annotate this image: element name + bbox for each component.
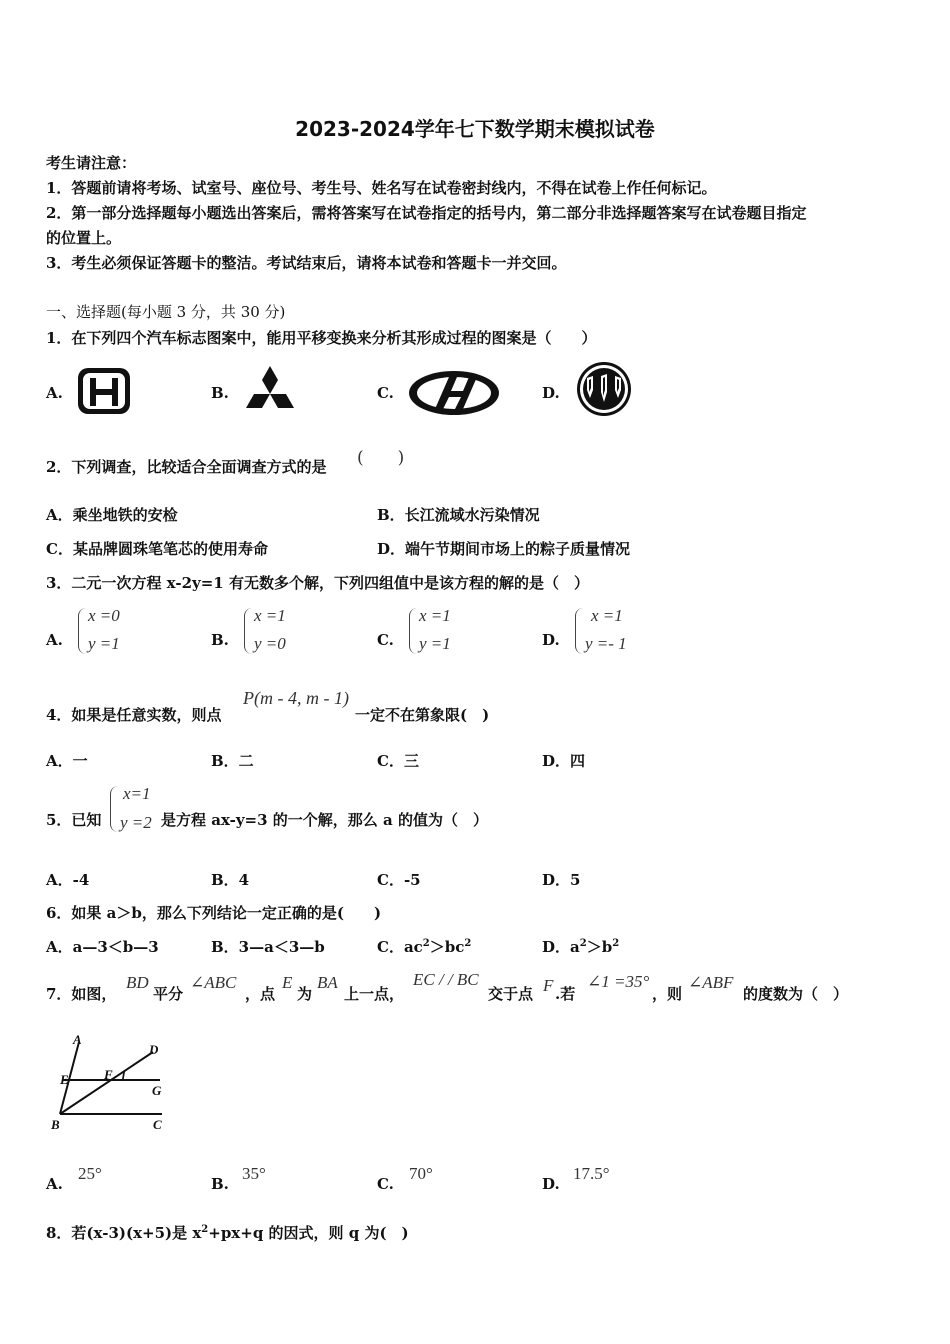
equation: y =1: [88, 634, 120, 653]
equation: x =1: [254, 606, 286, 625]
exponent: 2: [579, 938, 587, 949]
q3-system-d: [575, 606, 655, 660]
text: +px+q 的因式，则 q 为( ): [208, 1224, 409, 1242]
figure-label: E: [60, 1072, 69, 1087]
q6-option-a: A．a—3＜b—3: [46, 938, 159, 956]
q1-label-d: D.: [542, 384, 560, 402]
q7-angle-abf: ∠ABF: [688, 973, 734, 992]
q7-stem-9: 的度数为（ ）: [743, 985, 849, 1003]
q7-stem-6: 交于点: [488, 985, 534, 1003]
notice-item: 2．第一部分选择题每小题选出答案后，需将答案写在试卷指定的括号内，第二部分非选择题答案写在试卷题目指定: [46, 204, 807, 222]
q7-stem-4: 为: [297, 985, 313, 1003]
q3-label-d: D.: [542, 631, 560, 649]
q7-stem-1: 7．如图，: [46, 985, 117, 1003]
q5-option-a: A．-4: [46, 871, 90, 889]
buick-logo-icon: [574, 360, 634, 418]
q7-geometry-figure: [48, 1032, 178, 1134]
q1-stem: 1．在下列四个汽车标志图案中，能用平移变换来分析其形成过程的图案是（ ）: [46, 329, 597, 347]
q7-bd: BD: [126, 973, 149, 992]
q7-e: E: [282, 973, 293, 992]
q2-option-b: B．长江流域水污染情况: [377, 506, 540, 524]
q6-option-d: [542, 936, 619, 957]
q5-option-c: C．-5: [377, 871, 421, 889]
figure-label: D: [149, 1042, 159, 1057]
exponent: 2: [464, 938, 472, 949]
q7-ba: BA: [317, 973, 338, 992]
honda-logo-icon: [76, 366, 132, 416]
q5-stem-start: 5．已知: [46, 811, 102, 829]
q7-value-c: 70°: [409, 1164, 433, 1183]
q4-option-a: A．一: [46, 752, 88, 770]
q2-stem: 2．下列调查，比较适合全面调查方式的是: [46, 458, 327, 476]
q3-system-c: [409, 606, 479, 660]
q6-option-c: [377, 936, 471, 957]
q1-label-b: B.: [211, 384, 229, 402]
q7-stem-2: 平分: [153, 985, 184, 1003]
q4-stem-start: 4．如果是任意实数，则点: [46, 706, 222, 724]
q7-angle-1: ∠1 =35°: [587, 972, 650, 991]
q7-stem-3: ，点: [245, 985, 276, 1003]
q4-option-c: C．三: [377, 752, 419, 770]
equation: x =1: [419, 606, 451, 625]
figure-label: C: [153, 1117, 162, 1132]
q4-stem-end: 一定不在第象限( ): [355, 706, 490, 724]
q6-option-b: B．3—a＜3—b: [211, 938, 325, 956]
equation: y =0: [254, 634, 286, 653]
q5-system: [110, 784, 162, 838]
equation: y =1: [419, 634, 451, 653]
exponent: 2: [201, 1224, 209, 1235]
figure-label: A: [73, 1032, 82, 1047]
q4-option-d: D．四: [542, 752, 586, 770]
q2-option-d: D．端午节期间市场上的粽子质量情况: [377, 540, 631, 558]
q7-f: F: [543, 976, 554, 995]
q5-option-b: B．4: [211, 871, 250, 889]
notice-heading: 考生请注意：: [46, 154, 137, 172]
text: ＞b: [586, 938, 613, 956]
q3-label-c: C.: [377, 631, 394, 649]
q3-label-a: A.: [46, 631, 63, 649]
q1-label-c: C.: [377, 384, 394, 402]
q2-option-c: C．某品牌圆珠笔笔芯的使用寿命: [46, 540, 268, 558]
q3-system-b: [244, 606, 314, 660]
q7-label-b: B.: [211, 1175, 229, 1193]
q7-parallel: EC / / BC: [413, 970, 479, 989]
hyundai-logo-icon: [405, 367, 503, 419]
q2-option-a: A．乘坐地铁的安检: [46, 506, 178, 524]
q7-stem-8: ，则: [652, 985, 683, 1003]
page-title: 2023-2024学年七下数学期末模拟试卷: [295, 117, 655, 141]
q7-label-d: D.: [542, 1175, 560, 1193]
q7-angle-abc: ∠ABC: [190, 973, 237, 992]
q7-stem-7: .若: [555, 985, 576, 1003]
equation: x =0: [88, 606, 120, 625]
q4-option-b: B．二: [211, 752, 254, 770]
notice-item: 的位置上。: [46, 229, 122, 247]
mitsubishi-logo-icon: [240, 364, 300, 418]
q7-label-c: C.: [377, 1175, 394, 1193]
q6-stem: 6．如果 a＞b，那么下列结论一定正确的是( ): [46, 904, 382, 922]
q3-stem: 3．二元一次方程 x-2y=1 有无数多个解，下列四组值中是该方程的解的是（ ）: [46, 574, 589, 592]
equation: x =1: [591, 606, 623, 625]
text: D．a: [542, 938, 580, 956]
notice-item: 3．考生必须保证答题卡的整洁。考试结束后，请将本试卷和答题卡一并交回。: [46, 254, 567, 272]
q8-stem: [46, 1222, 409, 1243]
section-heading: 一、选择题(每小题 3 分，共 30 分): [46, 303, 286, 321]
q2-paren: ( ): [357, 448, 405, 468]
q5-stem-end: 是方程 ax-y=3 的一个解，那么 a 的值为（ ）: [161, 811, 488, 829]
q3-label-b: B.: [211, 631, 229, 649]
q1-label-a: A.: [46, 384, 63, 402]
q3-system-a: [78, 606, 148, 660]
figure-label: B: [51, 1117, 60, 1132]
q7-value-d: 17.5°: [573, 1164, 610, 1183]
figure-label: 1: [120, 1068, 127, 1083]
q7-label-a: A.: [46, 1175, 63, 1193]
equation: y =2: [120, 813, 152, 832]
exponent: 2: [422, 938, 430, 949]
equation: y =- 1: [585, 634, 627, 653]
notice-item: 1．答题前请将考场、试室号、座位号、考生号、姓名写在试卷密封线内，不得在试卷上作任何标记。: [46, 179, 717, 197]
exponent: 2: [612, 938, 620, 949]
q7-value-b: 35°: [242, 1164, 266, 1183]
q7-stem-5: 上一点，: [344, 985, 405, 1003]
q7-value-a: 25°: [78, 1164, 102, 1183]
equation: x=1: [123, 784, 151, 803]
text: C．ac: [377, 938, 423, 956]
text: ＞bc: [429, 938, 465, 956]
figure-label: G: [152, 1083, 162, 1098]
q4-point-expression: P(m - 4, m - 1): [243, 688, 349, 708]
q5-option-d: D．5: [542, 871, 581, 889]
figure-label: F: [104, 1067, 113, 1082]
text: 8．若(x-3)(x+5)是 x: [46, 1224, 202, 1242]
